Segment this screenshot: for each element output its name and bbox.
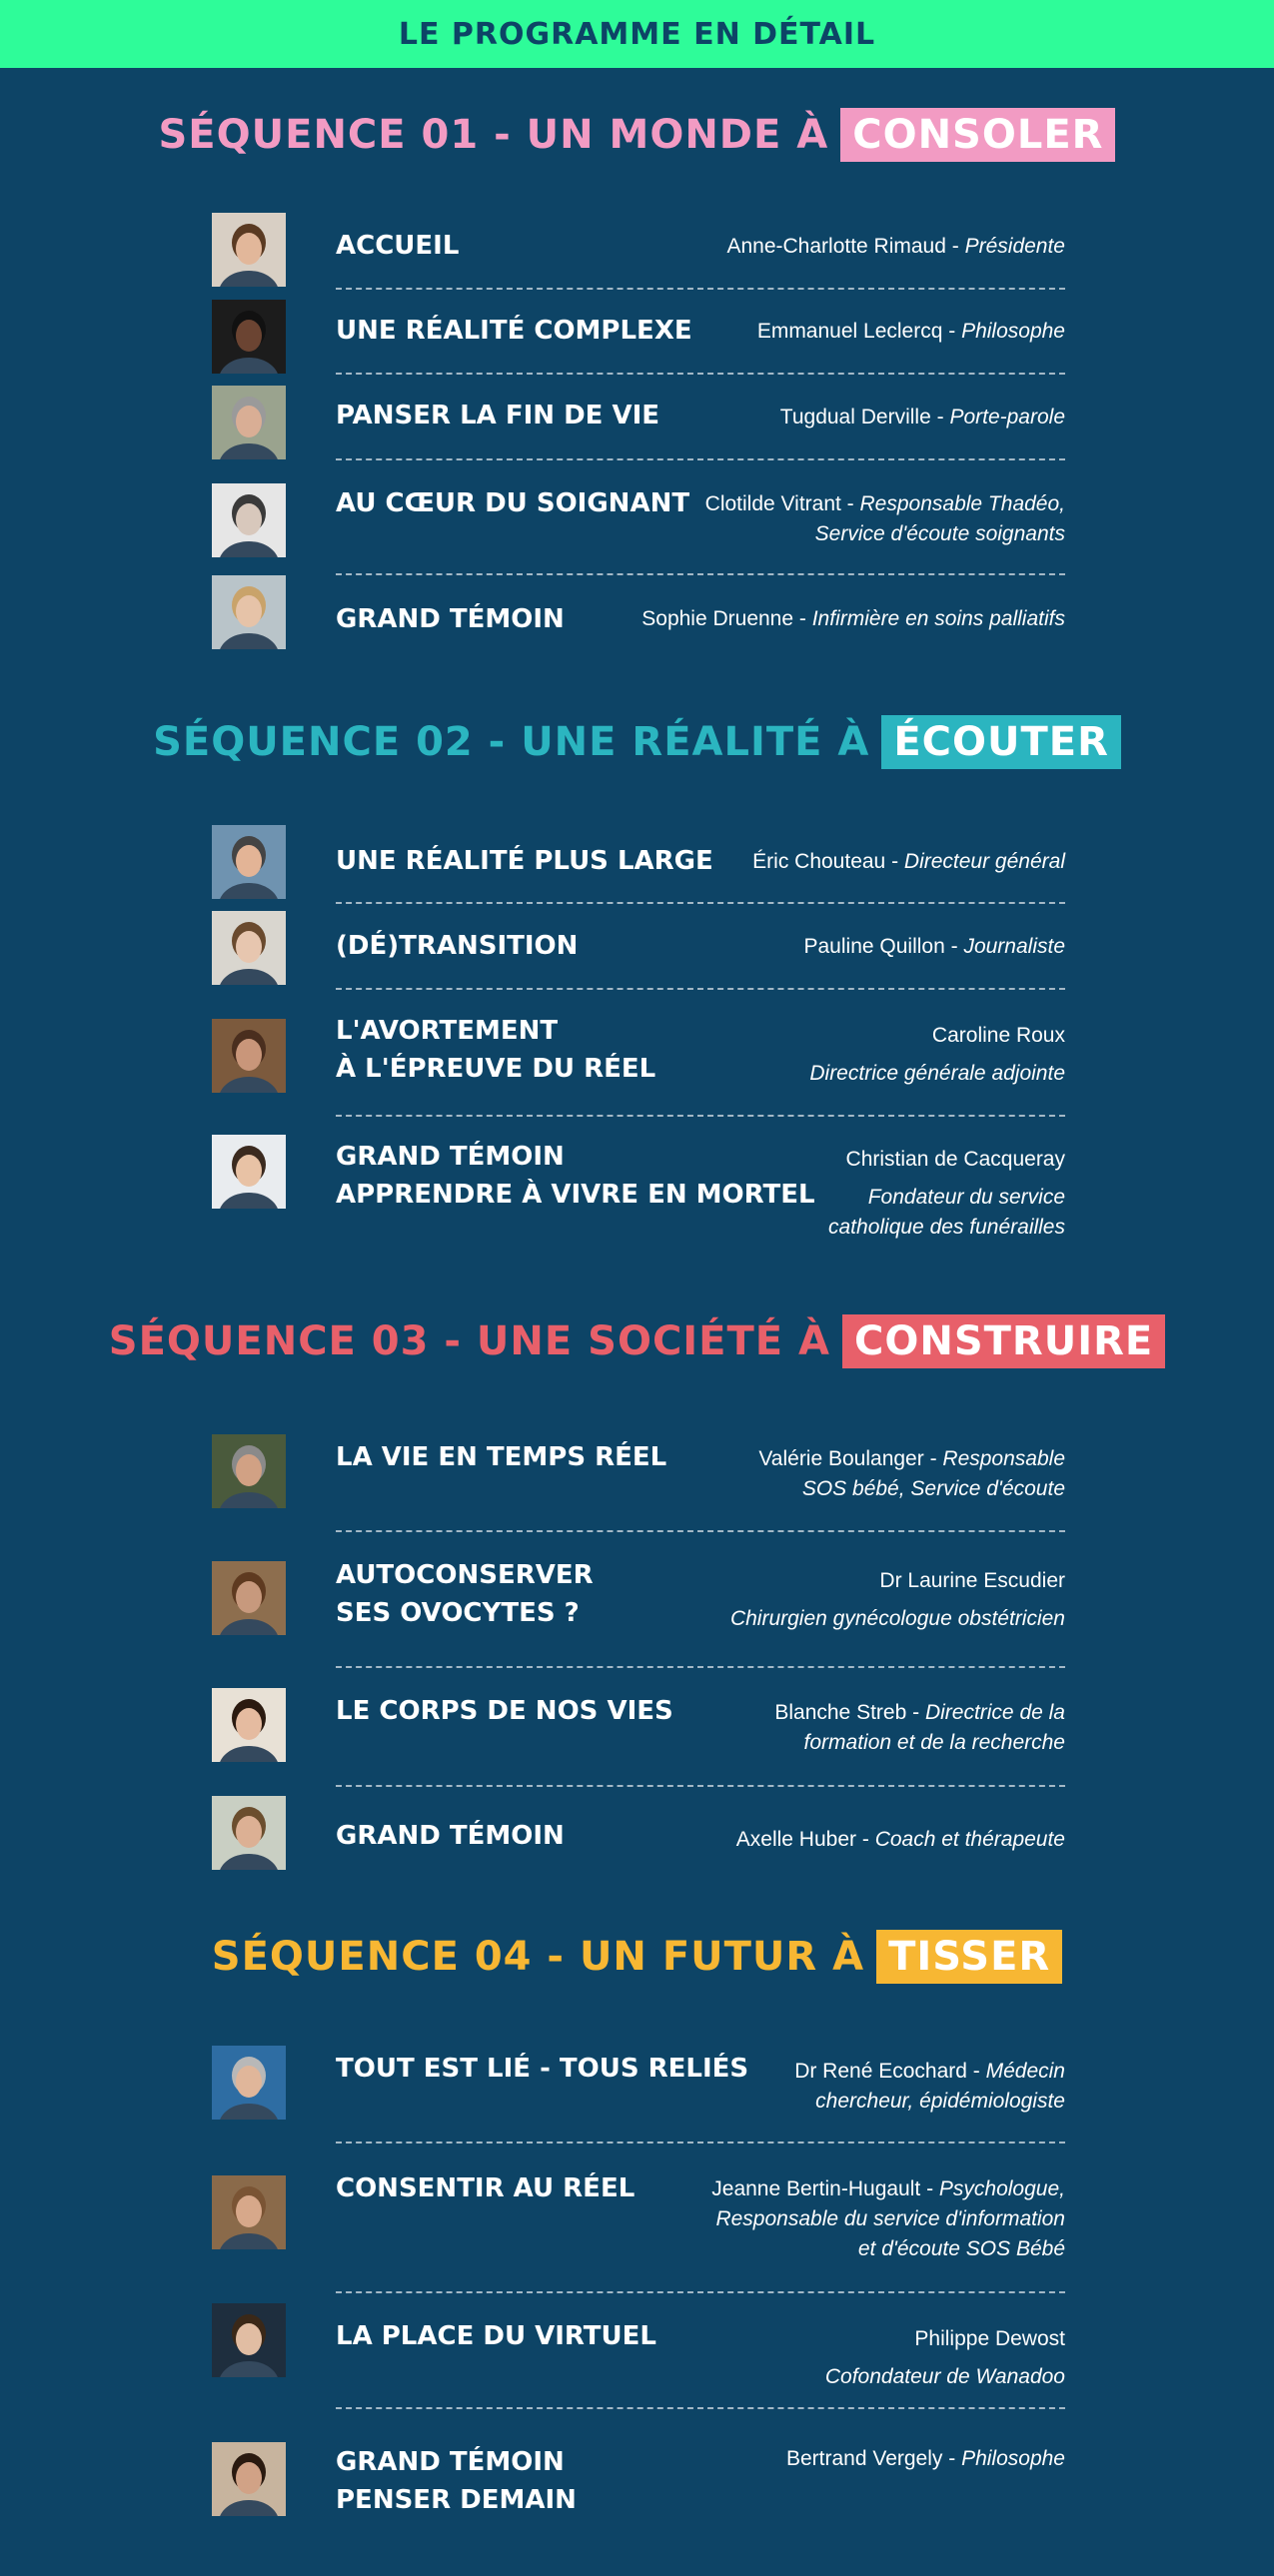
speaker-info (730, 1566, 1065, 1634)
sequence-title (0, 108, 1274, 162)
speaker-info: Anne-Charlotte Rimaud - Présidente (726, 235, 1065, 258)
speaker-photo (212, 1688, 286, 1762)
divider (336, 1666, 1065, 1668)
page-title: LE PROGRAMME EN DÉTAIL (398, 16, 876, 52)
speaker-role: Présidente (964, 235, 1065, 258)
talk-title: GRAND TÉMOIN (336, 1821, 565, 1851)
divider (336, 2142, 1065, 2144)
header-bar (0, 0, 1274, 68)
talk-title: UNE RÉALITÉ PLUS LARGE (336, 846, 713, 876)
speaker-role: Fondateur du service (867, 1186, 1065, 1209)
speaker-role: Directrice de la (924, 1701, 1065, 1724)
speaker-info: Emmanuel Leclercq - Philosophe (756, 320, 1065, 343)
speaker-info: Tugdual Derville - Porte-parole (779, 406, 1065, 429)
speaker-info: Bertrand Vergely - Philosophe (785, 2447, 1065, 2470)
talk-title: AUTOCONSERVER SES OVOCYTES ? (336, 1560, 594, 1628)
speaker-name: Christian de Cacqueray (845, 1148, 1065, 1171)
speaker-photo (212, 2442, 286, 2516)
speaker-name: Blanche Streb (774, 1701, 907, 1724)
talk-title: GRAND TÉMOIN PENSER DEMAIN (336, 2447, 577, 2515)
speaker-info: Sophie Druenne - Infirmière en soins palliatifs (641, 607, 1065, 630)
divider (336, 902, 1065, 904)
speaker-role: chercheur, épidémiologiste (815, 2090, 1065, 2113)
speaker-role: Coach et thérapeute (874, 1828, 1065, 1851)
divider (336, 2407, 1065, 2409)
speaker-photo (212, 575, 286, 649)
divider (336, 2291, 1065, 2293)
speaker-info: Pauline Quillon - Journaliste (803, 935, 1065, 958)
speaker-role: formation et de la recherche (803, 1731, 1065, 1754)
talk-title: L'AVORTEMENT À L'ÉPREUVE DU RÉEL (336, 1016, 656, 1084)
sequence-title (0, 715, 1274, 769)
speaker-role: Directrice générale adjointe (809, 1062, 1065, 1085)
speaker-role: Cofondateur de Wanadoo (824, 2365, 1065, 2388)
speaker-role: et d'écoute SOS Bébé (857, 2237, 1065, 2260)
speaker-photo (212, 1561, 286, 1635)
speaker-info: Dr René Ecochard - Médecin chercheur, épidémiologiste (794, 2060, 1065, 2113)
divider (336, 573, 1065, 575)
speaker-info: Clotilde Vitrant - Responsable Thadéo, Service d'écoute soignants (704, 492, 1065, 545)
sequence-title-text: SÉQUENCE 02 - UNE RÉALITÉ À (153, 719, 870, 765)
speaker-name: Tugdual Derville (779, 406, 931, 429)
talk-title: AU CŒUR DU SOIGNANT (336, 488, 690, 518)
sequence-highlight: CONSOLER (840, 108, 1115, 162)
talk-title: (DÉ)TRANSITION (336, 931, 579, 961)
speaker-photo (212, 911, 286, 985)
speaker-role: Chirurgien gynécologue obstétricien (729, 1607, 1065, 1630)
sequence-highlight: CONSTRUIRE (842, 1314, 1165, 1368)
speaker-photo (212, 2303, 286, 2377)
speaker-name: Clotilde Vitrant (704, 492, 841, 515)
speaker-name: Dr René Ecochard (794, 2060, 967, 2083)
speaker-role: Directeur général (903, 850, 1065, 873)
speaker-role: Responsable du service d'information (715, 2207, 1065, 2230)
speaker-photo (212, 483, 286, 557)
talk-title: GRAND TÉMOIN APPRENDRE À VIVRE EN MORTEL (336, 1142, 815, 1210)
talk-title: UNE RÉALITÉ COMPLEXE (336, 316, 692, 346)
speaker-name: Valérie Boulanger (758, 1447, 924, 1470)
speaker-name: Jeanne Bertin-Hugault (711, 2177, 921, 2200)
sequence-highlight: ÉCOUTER (881, 715, 1121, 769)
speaker-photo (212, 2175, 286, 2249)
talk-title: PANSER LA FIN DE VIE (336, 401, 660, 430)
divider (336, 1530, 1065, 1532)
speaker-role: Infirmière en soins palliatifs (811, 607, 1065, 630)
speaker-photo (212, 1019, 286, 1093)
speaker-role: Porte-parole (949, 406, 1065, 429)
speaker-name: Emmanuel Leclercq (756, 320, 943, 343)
sequence-title-text: SÉQUENCE 01 - UN MONDE À (158, 112, 829, 158)
divider (336, 988, 1065, 990)
speaker-info: Blanche Streb - Directrice de la formation et de la recherche (774, 1701, 1065, 1754)
speaker-photo (212, 300, 286, 374)
talk-title: LA VIE EN TEMPS RÉEL (336, 1442, 667, 1472)
speaker-name: Axelle Huber (735, 1828, 857, 1851)
sequence-highlight: TISSER (876, 1930, 1062, 1984)
sequence-title (0, 1930, 1274, 1984)
speaker-photo (212, 213, 286, 287)
sequence-title-text: SÉQUENCE 04 - UN FUTUR À (211, 1934, 865, 1980)
speaker-info: Éric Chouteau - Directeur général (752, 850, 1065, 873)
speaker-name: Anne-Charlotte Rimaud (726, 235, 946, 258)
speaker-photo (212, 825, 286, 899)
divider (336, 373, 1065, 375)
sequence-title (0, 1314, 1274, 1368)
talk-title: ACCUEIL (336, 231, 460, 261)
speaker-name: Pauline Quillon (803, 935, 945, 958)
speaker-name: Éric Chouteau (752, 850, 886, 873)
divider (336, 1785, 1065, 1787)
speaker-info (809, 1021, 1065, 1089)
speaker-photo (212, 1135, 286, 1209)
talk-title: CONSENTIR AU RÉEL (336, 2173, 636, 2203)
speaker-info: Axelle Huber - Coach et thérapeute (735, 1828, 1065, 1851)
sequence-title-text: SÉQUENCE 03 - UNE SOCIÉTÉ À (108, 1318, 830, 1364)
speaker-role: Philosophe (961, 2447, 1065, 2470)
speaker-info (825, 2324, 1065, 2392)
speaker-info: Valérie Boulanger - Responsable SOS bébé, Service d'écoute (758, 1447, 1065, 1500)
speaker-name: Caroline Roux (931, 1024, 1065, 1047)
speaker-name: Dr Laurine Escudier (879, 1569, 1065, 1592)
speaker-photo (212, 2046, 286, 2120)
speaker-name: Philippe Dewost (914, 2327, 1065, 2350)
speaker-role: Philosophe (961, 320, 1065, 343)
speaker-role: Responsable (942, 1447, 1065, 1470)
divider (336, 458, 1065, 460)
speaker-role: Médecin (985, 2060, 1065, 2083)
talk-title: LE CORPS DE NOS VIES (336, 1696, 673, 1726)
speaker-info (828, 1145, 1065, 1243)
speaker-name: Sophie Druenne (641, 607, 794, 630)
divider (336, 1115, 1065, 1117)
speaker-role: catholique des funérailles (828, 1216, 1065, 1239)
talk-title: GRAND TÉMOIN (336, 604, 565, 634)
divider (336, 288, 1065, 290)
speaker-photo (212, 386, 286, 459)
speaker-role: Journaliste (963, 935, 1065, 958)
speaker-role: SOS bébé, Service d'écoute (801, 1477, 1065, 1500)
speaker-name: Bertrand Vergely (785, 2447, 943, 2470)
speaker-role: Service d'écoute soignants (814, 522, 1065, 545)
speaker-photo (212, 1796, 286, 1870)
speaker-info: Jeanne Bertin-Hugault - Psychologue, Responsable du service d'information et d'écoute SOS Bébé (711, 2177, 1065, 2260)
speaker-role: Responsable Thadéo, (859, 492, 1065, 515)
talk-title: LA PLACE DU VIRTUEL (336, 2321, 656, 2351)
speaker-photo (212, 1434, 286, 1508)
speaker-role: Psychologue, (938, 2177, 1065, 2200)
talk-title: TOUT EST LIÉ - TOUS RELIÉS (336, 2054, 749, 2084)
